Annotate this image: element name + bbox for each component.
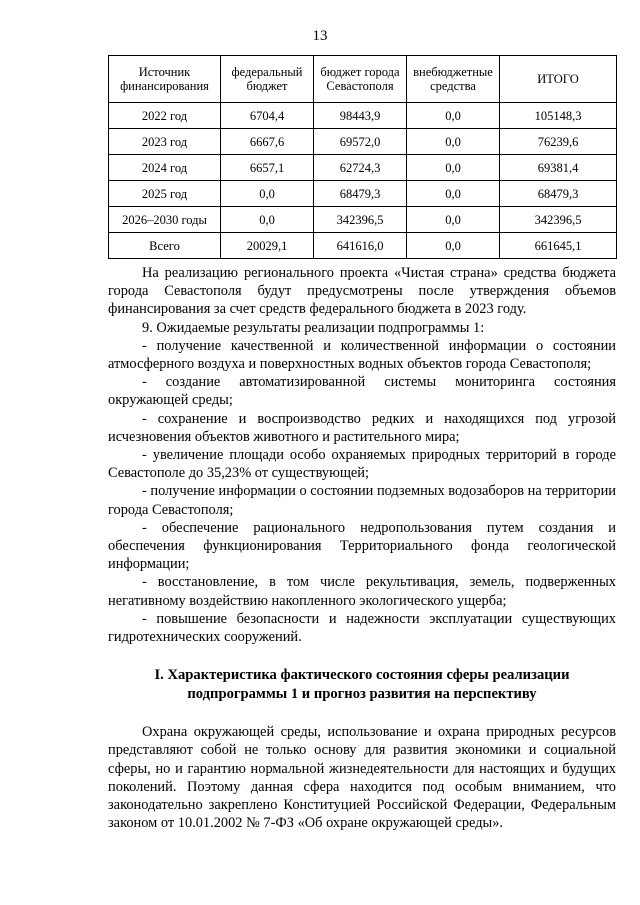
list-item: - получение информации о состоянии подземных водозаборов на территории города Севастополя;	[108, 483, 616, 518]
closing-paragraph: Охрана окружающей среды, использование и охрана природных ресурсов представляют собой не только основу для развития экономики и социальной сферы, но и гарантию нормальной жизнедеятельности для настоящих и будущих поколений. Поэтому данная сфера находится под особым вниманием, что законодательно закреплено Конституцией Российской Федерации, Федеральным законом от 10.01.2002 № 7-ФЗ «Об охране окружающей среды».	[108, 724, 616, 832]
page-number: 13	[312, 28, 328, 44]
table-row	[109, 129, 617, 155]
table-cell: 661645,1	[500, 233, 617, 259]
list-item: - повышение безопасности и надежности эксплуатации существующих гидротехнических сооружений.	[108, 610, 616, 646]
table-cell: 0,0	[407, 155, 500, 181]
header-total: ИТОГО	[500, 56, 617, 103]
table-cell: 342396,5	[500, 207, 617, 233]
header-city-budget: бюджет города Севастополя	[314, 56, 407, 103]
table-cell: 2025 год	[109, 181, 221, 207]
list-item: - создание автоматизированной системы мониторинга состояния окружающей среды;	[108, 374, 616, 409]
table-cell: 2022 год	[109, 103, 221, 129]
table-cell: 6704,4	[221, 103, 314, 129]
list-item: - сохранение и воспроизводство редких и находящихся под угрозой исчезновения объектов животного и растительного мира;	[108, 410, 616, 445]
table-row	[109, 103, 617, 129]
list-item: - получение качественной и количественной информации о состоянии атмосферного воздуха и поверхностных водных объектов города Севастополя;	[108, 337, 616, 373]
document-body	[108, 264, 616, 832]
table-row	[109, 181, 617, 207]
list-item: - обеспечение рационального недропользования путем создания и обеспечения функционирования Территориального фонда геологической информации;	[108, 519, 616, 573]
table-cell: 0,0	[407, 103, 500, 129]
header-source: Источник финансирования	[109, 56, 221, 103]
list-item: - восстановление, в том числе рекультивация, земель, подверженных негативному воздействию накопленного экологического ущерба;	[108, 574, 616, 609]
table-cell: 69381,4	[500, 155, 617, 181]
table-cell: 68479,3	[500, 181, 617, 207]
table-cell: 69572,0	[314, 129, 407, 155]
list-item: - увеличение площади особо охраняемых природных территорий в городе Севастополе до 35,23% от существующей;	[108, 447, 616, 482]
table-cell: 6657,1	[221, 155, 314, 181]
table-cell: 342396,5	[314, 207, 407, 233]
table-cell: 76239,6	[500, 129, 617, 155]
table-row	[109, 155, 617, 181]
table-cell: 0,0	[221, 207, 314, 233]
table-cell: 2023 год	[109, 129, 221, 155]
table-cell: 62724,3	[314, 155, 407, 181]
table-cell: 0,0	[407, 233, 500, 259]
table-cell: 641616,0	[314, 233, 407, 259]
table-cell: 68479,3	[314, 181, 407, 207]
table-cell: 0,0	[407, 181, 500, 207]
table-cell: 2026–2030 годы	[109, 207, 221, 233]
financing-table	[108, 55, 617, 259]
section-heading	[108, 666, 616, 703]
section-heading-line: I. Характеристика фактического состояния сферы реализации	[154, 667, 570, 684]
table-row	[109, 207, 617, 233]
table-cell: 20029,1	[221, 233, 314, 259]
table-cell: Всего	[109, 233, 221, 259]
expected-results-heading: 9. Ожидаемые результаты реализации подпрограммы 1:	[142, 319, 485, 336]
table-cell: 0,0	[407, 207, 500, 233]
table-cell: 98443,9	[314, 103, 407, 129]
header-federal-budget: федеральный бюджет	[221, 56, 314, 103]
table-cell: 6667,6	[221, 129, 314, 155]
header-extrabudgetary: внебюджетные средства	[407, 56, 500, 103]
table-cell: 0,0	[221, 181, 314, 207]
table-header-row	[109, 56, 617, 103]
table-row-total	[109, 233, 617, 259]
table-cell: 2024 год	[109, 155, 221, 181]
funding-note-paragraph: На реализацию регионального проекта «Чистая страна» средства бюджета города Севастополя будут предусмотрены после утверждения объемов финансирования за счет средств федерального бюджета в 2023 году.	[108, 265, 616, 318]
table-cell: 105148,3	[500, 103, 617, 129]
section-heading-line: подпрограммы 1 и прогноз развития на перспективу	[187, 685, 537, 702]
table-cell: 0,0	[407, 129, 500, 155]
